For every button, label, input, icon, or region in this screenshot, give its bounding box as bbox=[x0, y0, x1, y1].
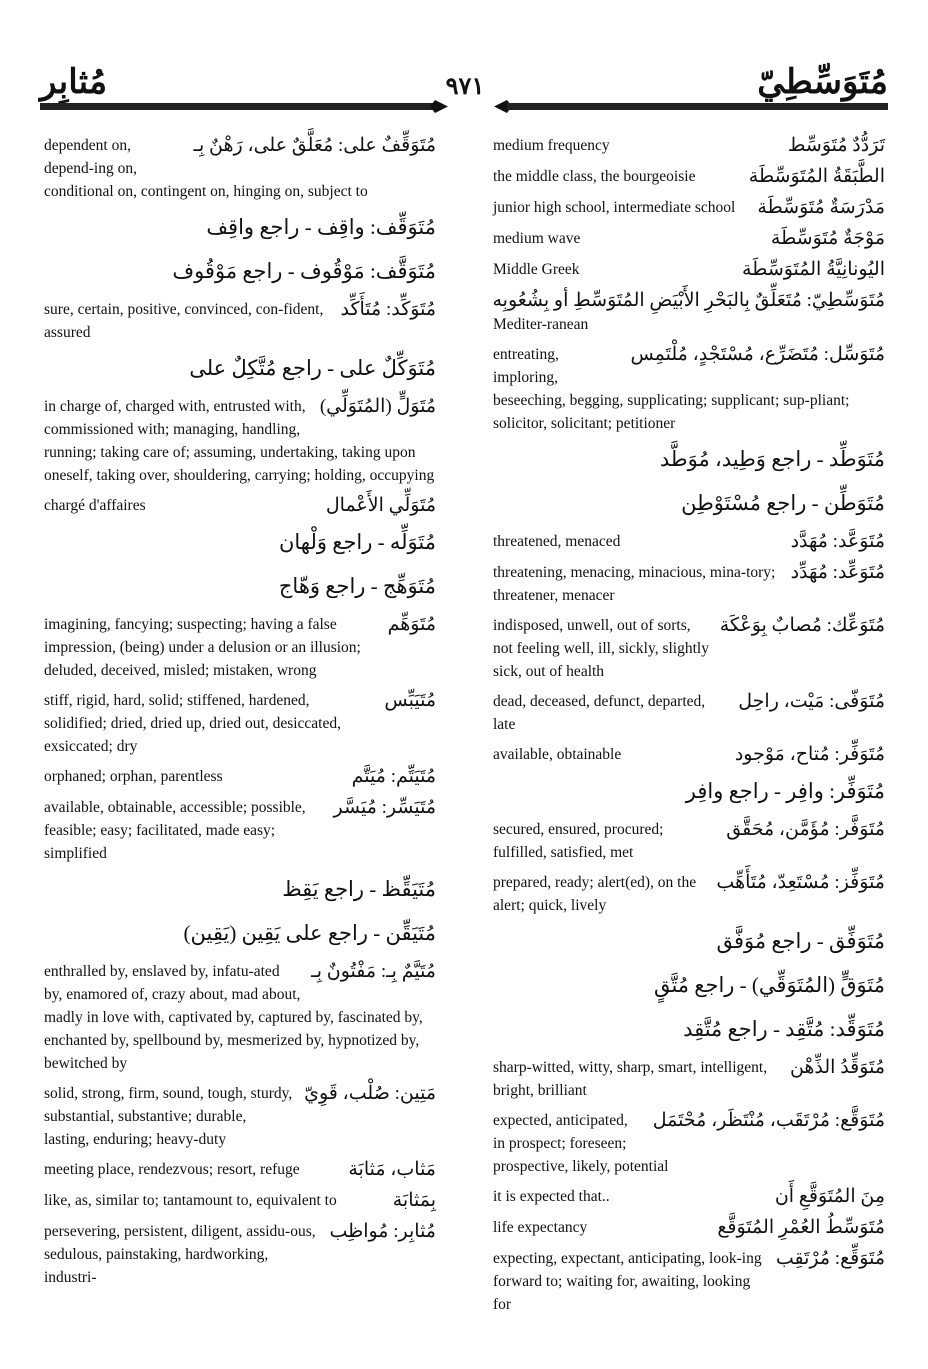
arabic-headword: مُتَيَقِّن - راجع على يَقِين (يَقِين) bbox=[183, 921, 436, 945]
dictionary-entry bbox=[493, 743, 885, 767]
dictionary-entry bbox=[44, 960, 436, 1075]
english-definition: sure, certain, positive, convinced, con-fident, assured bbox=[44, 301, 324, 341]
english-definition: dead, deceased, defunct, departed, late bbox=[493, 693, 706, 733]
dictionary-entry bbox=[44, 494, 436, 518]
dictionary-entry bbox=[493, 871, 885, 917]
arabic-headword: مُتَوَقِّدُ الذِّهْن bbox=[789, 1057, 885, 1078]
dictionary-entry bbox=[493, 196, 885, 220]
english-definition: chargé d'affaires bbox=[44, 497, 146, 514]
arabic-headword: مُثابِر: مُواظِب bbox=[329, 1221, 436, 1242]
english-definition: sharp-witted, witty, sharp, smart, intelligent, bright, brilliant bbox=[493, 1059, 768, 1099]
english-definition: enthralled by, enslaved by, infatu-ated by, enamored of, crazy about, mad about, madly in love with, captivated by, captured by, fascinated by, enchanted by, spellbound by, mesmerized by, hypnotized by, bewitched by bbox=[44, 963, 423, 1072]
arabic-headword: مُتَيَسِّر: مُيَسَّر bbox=[333, 797, 436, 818]
dictionary-entry bbox=[493, 289, 885, 336]
arabic-headword: مُتَوَفِّر: وافِر - راجع وافِر bbox=[685, 779, 885, 803]
arabic-headword: مِنَ المُتَوَقَّعِ أَن bbox=[774, 1186, 885, 1207]
english-definition: available, obtainable, accessible; possible, feasible; easy; facilitated, made easy; simplified bbox=[44, 799, 306, 862]
arabic-headword: مُتَوَعَّد: مُهَدَّد bbox=[790, 531, 885, 552]
english-definition: stiff, rigid, hard, solid; stiffened, hardened, solidified; dried, dried up, dried out, desiccated, exsiccated; dry bbox=[44, 692, 341, 755]
arabic-headword: مُتَوَفِّر: مُتاح، مَوْجود bbox=[734, 744, 885, 765]
dictionary-entry bbox=[44, 134, 436, 203]
arabic-headword: مُتَيَبِّس bbox=[384, 690, 436, 711]
english-definition: it is expected that.. bbox=[493, 1188, 610, 1205]
english-definition: threatening, menacing, minacious, mina-tory; threatener, menacer bbox=[493, 564, 776, 604]
dictionary-entry bbox=[44, 395, 436, 487]
arabic-headword: مُتَوَطِّن - راجع مُسْتَوْطِن bbox=[681, 491, 885, 515]
arabic-headword: اليُونانِيَّةُ المُتَوَسِّطَة bbox=[742, 259, 885, 280]
dictionary-entry bbox=[493, 561, 885, 607]
english-definition: persevering, persistent, diligent, assidu-ous, sedulous, painstaking, hardworking, industri- bbox=[44, 1223, 316, 1286]
dictionary-entry bbox=[493, 165, 885, 189]
english-definition: dependent on, depend-ing on, conditional on, contingent on, hinging on, subject to bbox=[44, 137, 368, 200]
arabic-headword: مُتَيَّمٌ بِـ: مَفْتُونٌ بِـ bbox=[311, 961, 436, 982]
arabic-headword: بِمَثابَة bbox=[392, 1190, 436, 1211]
english-definition: Mediter-ranean bbox=[493, 316, 589, 333]
dictionary-entry bbox=[493, 442, 885, 479]
english-definition: meeting place, rendezvous; resort, refuge bbox=[44, 1161, 300, 1178]
dictionary-entry bbox=[493, 530, 885, 554]
arabic-headword: مُتَوَفَّر: مُؤَمَّن، مُحَقَّق bbox=[726, 819, 885, 840]
arabic-headword: مُتَوَهِّج - راجع وَهّاج bbox=[278, 574, 436, 598]
dictionary-entry bbox=[493, 614, 885, 683]
english-definition: entreating, imploring, beseeching, begging, supplicating; supplicant; sup-pliant; solicitor, solicitant; petitioner bbox=[493, 346, 850, 432]
arabic-headword: الطَّبَقَةُ المُتَوَسِّطَة bbox=[748, 166, 885, 187]
dictionary-entry bbox=[44, 796, 436, 865]
arabic-headword: مُتَوَفّى: مَيْت، راحِل bbox=[738, 691, 885, 712]
dictionary-entry bbox=[493, 1185, 885, 1209]
arabic-headword: مُتَوَكِّد: مُتَأَكِّد bbox=[340, 299, 436, 320]
header-rule-right bbox=[494, 100, 888, 113]
arabic-headword: مَتِين: صُلْب، قَوِيّ bbox=[304, 1083, 436, 1104]
dictionary-entry bbox=[493, 1012, 885, 1049]
dictionary-entry bbox=[493, 1109, 885, 1178]
arabic-headword: مُتَوَقِّع: مُرْتَقِب bbox=[775, 1248, 885, 1269]
english-definition: the middle class, the bourgeoisie bbox=[493, 168, 696, 185]
dictionary-entry bbox=[493, 690, 885, 736]
arabic-headword: مَوْجَةٌ مُتَوَسِّطَة bbox=[770, 228, 885, 249]
arabic-headword: مُتَوَسِّطُ العُمْرِ المُتَوَقَّع bbox=[717, 1217, 885, 1238]
dictionary-entry bbox=[44, 254, 436, 291]
english-definition: solid, strong, firm, sound, tough, sturdy, substantial, substantive; durable, lasting, enduring; heavy-duty bbox=[44, 1085, 293, 1148]
arabic-headword: مُتَوَسِّل: مُتَضَرِّع، مُسْتَجْدٍ، مُلْتَمِس bbox=[630, 344, 885, 365]
dictionary-entry bbox=[44, 1158, 436, 1182]
guide-word-left: مُثابِر bbox=[40, 64, 108, 101]
arabic-headword: مُتَوَلٍّ (المُتَوَلِّي) bbox=[319, 396, 436, 417]
dictionary-entry bbox=[44, 1082, 436, 1151]
right-column bbox=[493, 134, 885, 1323]
english-definition: orphaned; orphan, parentless bbox=[44, 768, 223, 785]
arabic-headword: تَرَدُّدٌ مُتَوَسِّط bbox=[787, 135, 885, 156]
dictionary-entry bbox=[493, 774, 885, 811]
arabic-headword: مُتَوَفِّق - راجع مُوَفَّق bbox=[716, 929, 885, 953]
english-definition: medium wave bbox=[493, 230, 581, 247]
english-definition: like, as, similar to; tantamount to, equivalent to bbox=[44, 1192, 337, 1209]
arabic-headword: مُتَوَعِّك: مُصابٌ بِوَعْكَة bbox=[719, 615, 885, 636]
english-definition: junior high school, intermediate school bbox=[493, 199, 736, 216]
dictionary-entry bbox=[493, 227, 885, 251]
arabic-headword: مُتَوَقِّفٌ على: مُعَلَّقٌ على، رَهْنٌ بِـ bbox=[193, 135, 436, 156]
dictionary-entry bbox=[493, 924, 885, 961]
arabic-headword: مُتَوَقِّف: واقِف - راجع واقِف bbox=[206, 215, 436, 239]
dictionary-entry bbox=[493, 134, 885, 158]
english-definition: secured, ensured, procured; fulfilled, satisfied, met bbox=[493, 821, 664, 861]
arabic-headword: مَدْرَسَةٌ مُتَوَسِّطَة bbox=[757, 197, 885, 218]
dictionary-entry bbox=[493, 818, 885, 864]
arabic-headword: مُتَوَقَّف: مَوْقُوف - راجع مَوْقُوف bbox=[172, 259, 436, 283]
dictionary-entry bbox=[44, 569, 436, 606]
dictionary-entry bbox=[44, 525, 436, 562]
dictionary-entry bbox=[44, 916, 436, 953]
dictionary-entry bbox=[44, 1220, 436, 1289]
arabic-headword: مُتَوَلِّي الأَعْمال bbox=[325, 495, 436, 516]
arabic-headword: مُتَوَقَّع: مُرْتَقَب، مُنْتَظَر، مُحْتَمَل bbox=[652, 1110, 885, 1131]
english-definition: in charge of, charged with, entrusted with, commissioned with; managing, handling, running; taking care of; assuming, undertaking, taking upon oneself, taking over, shouldering, carrying; holding, occupying bbox=[44, 398, 435, 484]
dictionary-entry bbox=[493, 486, 885, 523]
arabic-headword: مُتَوَفِّز: مُسْتَعِدّ، مُتَأَهِّب bbox=[716, 872, 885, 893]
english-definition: life expectancy bbox=[493, 1219, 588, 1236]
dictionary-entry bbox=[493, 968, 885, 1005]
english-definition: medium frequency bbox=[493, 137, 610, 154]
dictionary-entry bbox=[493, 343, 885, 435]
english-definition: prepared, ready; alert(ed), on the alert; quick, lively bbox=[493, 874, 697, 914]
dictionary-entry bbox=[44, 1189, 436, 1213]
guide-word-right: مُتَوَسِّطِيّ bbox=[757, 64, 888, 101]
dictionary-entry bbox=[493, 1247, 885, 1316]
arabic-headword: مُتَوَكِّلٌ على - راجع مُتَّكِلٌ على bbox=[189, 356, 436, 380]
arabic-headword: مُتَوَسِّطِيّ: مُتَعَلِّقٌ بِالبَحْرِ الأَبْيَضِ المُتَوَسِّطِ أو بِشُعُوبِه bbox=[492, 290, 885, 311]
arabic-headword: مُتَوَعِّد: مُهَدِّد bbox=[790, 562, 885, 583]
arabic-headword: مَثاب، مَثابَة bbox=[348, 1159, 436, 1180]
left-column bbox=[44, 134, 436, 1296]
english-definition: Middle Greek bbox=[493, 261, 580, 278]
arabic-headword: مُتَوَقِّد: مُتَّقِد - راجع مُتَّقِد bbox=[683, 1017, 885, 1041]
header-rule-left bbox=[40, 100, 448, 113]
page-number: ٩٧١ bbox=[445, 74, 485, 100]
dictionary-entry bbox=[493, 258, 885, 282]
dictionary-entry bbox=[44, 613, 436, 682]
arabic-headword: مُتَوَلِّه - راجع وَلْهان bbox=[278, 530, 436, 554]
english-definition: indisposed, unwell, out of sorts, not feeling well, ill, sickly, slightly sick, out of health bbox=[493, 617, 709, 680]
english-definition: expected, anticipated, in prospect; foreseen; prospective, likely, potential bbox=[493, 1112, 669, 1175]
dictionary-entry bbox=[44, 298, 436, 344]
dictionary-entry bbox=[493, 1056, 885, 1102]
arabic-headword: مُتَوَقٍّ (المُتَوَقِّي) - راجع مُتَّقٍ bbox=[653, 973, 885, 997]
arabic-headword: مُتَيَتِّم: مُيَتَّم bbox=[351, 766, 436, 787]
arabic-headword: مُتَوَهِّم bbox=[387, 614, 436, 635]
dictionary-entry bbox=[44, 351, 436, 388]
english-definition: threatened, menaced bbox=[493, 533, 621, 550]
dictionary-entry bbox=[493, 1216, 885, 1240]
dictionary-entry bbox=[44, 689, 436, 758]
english-definition: available, obtainable bbox=[493, 746, 622, 763]
dictionary-entry bbox=[44, 872, 436, 909]
arabic-headword: مُتَيَقِّظ - راجع يَقِظ bbox=[282, 877, 436, 901]
dictionary-entry bbox=[44, 765, 436, 789]
english-definition: imagining, fancying; suspecting; having a false impression, (being) under a delusion or an illusion; deluded, deceived, misled; mistaken, wrong bbox=[44, 616, 361, 679]
english-definition: expecting, expectant, anticipating, look-ing forward to; waiting for, awaiting, looking for bbox=[493, 1250, 762, 1313]
arabic-headword: مُتَوَطِّد - راجع وَطِيد، مُوَطَّد bbox=[659, 447, 885, 471]
dictionary-entry bbox=[44, 210, 436, 247]
